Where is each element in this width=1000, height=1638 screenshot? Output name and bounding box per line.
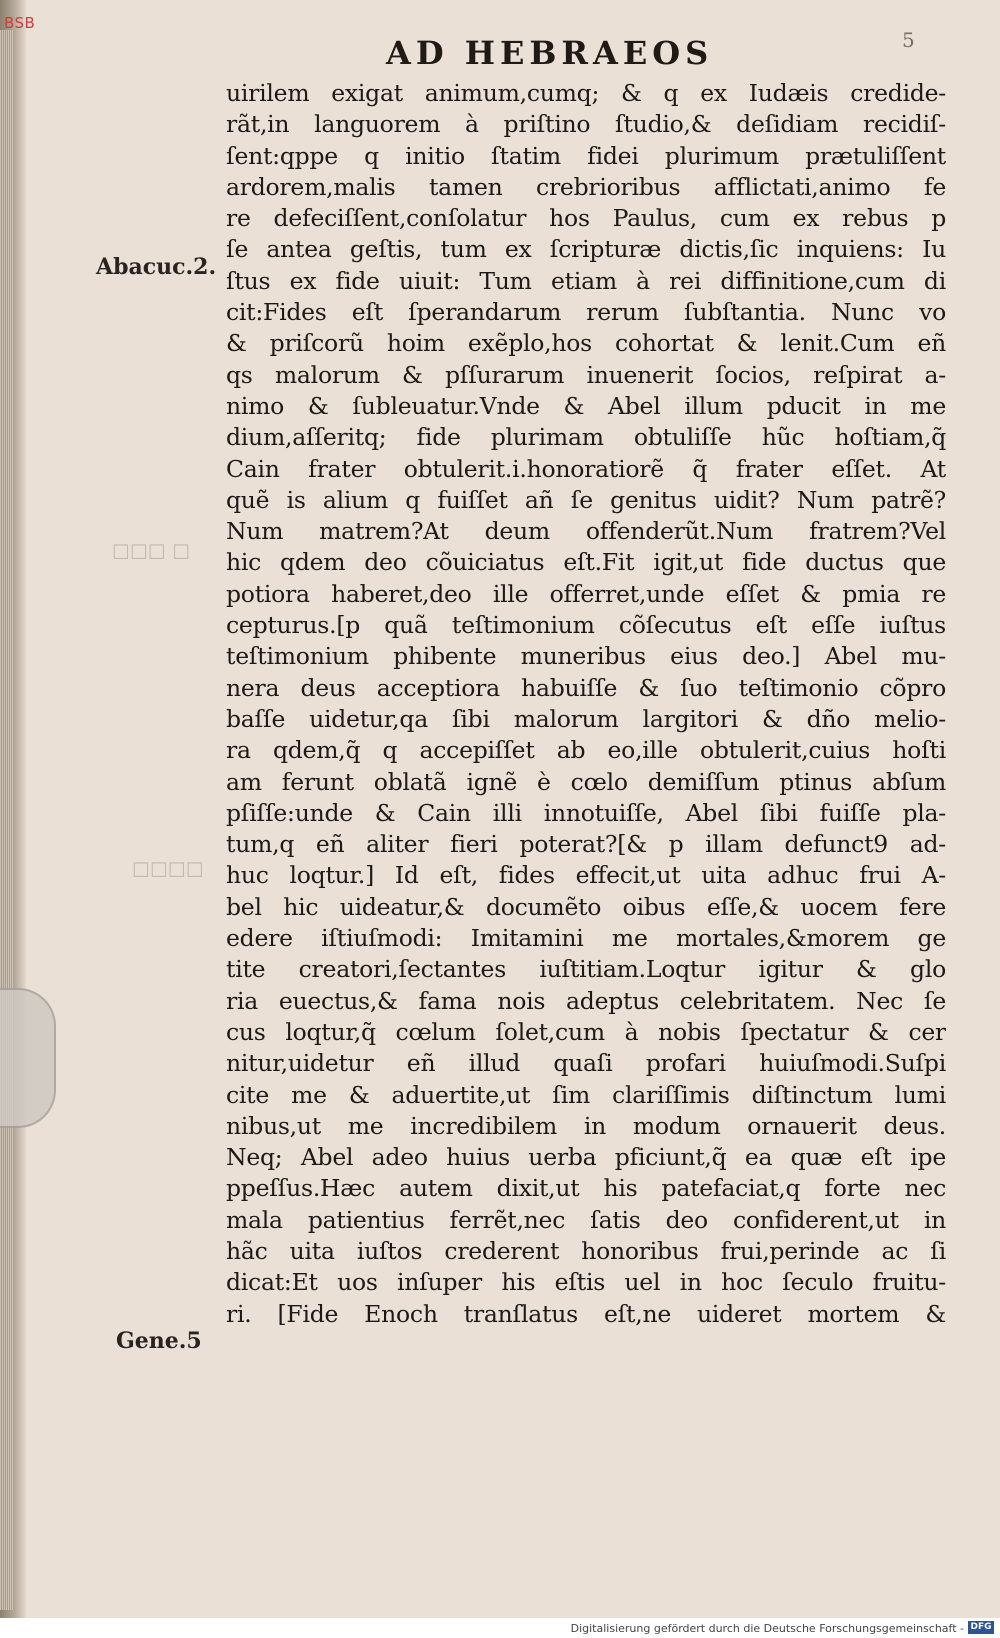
margin-note-gene: Gene.5 xyxy=(116,1328,202,1354)
page-clip xyxy=(0,988,56,1128)
running-head: AD HEBRAEOS xyxy=(386,34,714,72)
text-line: huc loqtur.] Id eſt, fides effecit,ut uita adhuc frui A- xyxy=(226,861,946,890)
body-text xyxy=(226,78,946,1330)
text-line: teſtimonium phibente muneribus eius deo.] Abel mu- xyxy=(226,642,946,671)
text-line: qs malorum & pſſurarum inuenerit ſocios, reſpirat a- xyxy=(226,360,946,389)
text-line: rãt,in languorem à priſtino ſtudio,& deſidiam recidiſ- xyxy=(226,110,946,139)
text-line: am ferunt oblatã ignẽ è cœlo demiſſum ptinus abſum xyxy=(226,767,946,796)
text-line: nera deus acceptiora habuiſſe & ſuo teſtimonio cõpro xyxy=(226,673,946,702)
text-line: ppeſſus.Hæc autem dixit,ut his patefaciat,q forte nec xyxy=(226,1174,946,1203)
bleed-through-mark: ☐ ☐☐☐ xyxy=(112,540,191,564)
text-line: ri. [Fide Enoch tranſlatus eſt,ne uideret mortem & xyxy=(226,1299,946,1328)
text-line: bel hic uideatur,& documẽto oibus eſſe,& uocem fere xyxy=(226,892,946,921)
text-line: nitur,uidetur eñ illud quaſi profari huiuſmodi.Suſpi xyxy=(226,1049,946,1078)
text-line: edere iſtiuſmodi: Imitamini me mortales,&morem ge xyxy=(226,924,946,953)
bleed-through-mark: ☐☐☐☐ xyxy=(132,858,204,882)
text-line: & priſcorũ hoim exẽplo,hos cohortat & lenit.Cum eñ xyxy=(226,329,946,358)
text-line: nimo & ſubleuatur.Vnde & Abel illum pducit in me xyxy=(226,391,946,420)
text-line: ra qdem,q̃ q accepiſſet ab eo,ille obtulerit,cuius hoſti xyxy=(226,736,946,765)
text-line: ardorem,malis tamen crebrioribus afflictati,animo fe xyxy=(226,172,946,201)
text-line: tum,q eñ aliter fieri poterat?[& p illam defunct9 ad- xyxy=(226,830,946,859)
text-line: mala patientius ferrẽt,nec ſatis deo confiderent,ut in xyxy=(226,1205,946,1234)
margin-note-abacuc: Abacuc.2. xyxy=(96,254,217,280)
page-number: 5 xyxy=(902,28,915,52)
text-line: Num matrem?At deum offenderũt.Num fratrem?Vel xyxy=(226,517,946,546)
digitization-credit: Digitalisierung gefördert durch die Deutsche Forschungsgemeinschaft - xyxy=(570,1622,964,1635)
text-line: ſtus ex fide uiuit: Tum etiam à rei diffinitione,cum di xyxy=(226,266,946,295)
text-line: uirilem exigat animum,cumq; & q ex Iudæis credide- xyxy=(226,79,946,107)
text-line: dium,aſſeritq; fide plurimam obtuliſſe hũc hoſtiam,q̃ xyxy=(226,423,946,452)
text-line: ſent:qppe q initio ſtatim fidei plurimum prætuliſſent xyxy=(226,141,946,170)
text-line: pſiſſe:unde & Cain illi innotuiſſe, Abel ſibi fuiſſe pla- xyxy=(226,798,946,827)
text-line: cus loqtur,q̃ cœlum ſolet,cum à nobis ſpectatur & cer xyxy=(226,1017,946,1046)
text-line: Cain frater obtulerit.i.honoratiorẽ q̃ frater eſſet. At xyxy=(226,454,946,483)
page-edges xyxy=(0,30,14,1610)
text-line: cepturus.[p quã teſtimonium cõſecutus eſt eſſe iuſtus xyxy=(226,611,946,640)
text-line: nibus,ut me incredibilem in modum ornauerit deus. xyxy=(226,1111,946,1140)
text-line: cit:Fides eſt ſperandarum rerum ſubſtantia. Nunc vo xyxy=(226,298,946,327)
text-line: ſe antea geſtis, tum ex ſcripturæ dictis,ſic inquiens: Iu xyxy=(226,235,946,264)
text-line: Neq; Abel adeo huius uerba pficiunt,q̃ ea quæ eſt ipe xyxy=(226,1143,946,1172)
text-line: hãc uita iuſtos crederent honoribus frui,perinde ac ſi xyxy=(226,1236,946,1265)
text-line: cite me & aduertite,ut ſim clariſſimis diſtinctum lumi xyxy=(226,1080,946,1109)
library-mark: BSB xyxy=(4,14,36,32)
text-line: re defeciſſent,conſolatur hos Paulus, cum ex rebus p xyxy=(226,204,946,233)
dfg-logo: DFG xyxy=(968,1621,994,1634)
text-line: baſſe uidetur,qa ſibi malorum largitori & dño melio- xyxy=(226,704,946,733)
text-line: potiora haberet,deo ille offerret,unde eſſet & pmia re xyxy=(226,579,946,608)
text-line: hic qdem deo cõuiciatus eſt.Fit igit,ut fide ductus que xyxy=(226,548,946,577)
text-line: ria euectus,& fama nois adeptus celebritatem. Nec ſe xyxy=(226,986,946,1015)
text-line: dicat:Et uos inſuper his eſtis uel in hoc ſeculo fruitu- xyxy=(226,1268,946,1297)
text-line: tite creatori,ſectantes iuſtitiam.Loqtur igitur & glo xyxy=(226,955,946,984)
text-line: quẽ is alium q fuiſſet añ ſe genitus uidit? Num patrẽ? xyxy=(226,485,946,514)
